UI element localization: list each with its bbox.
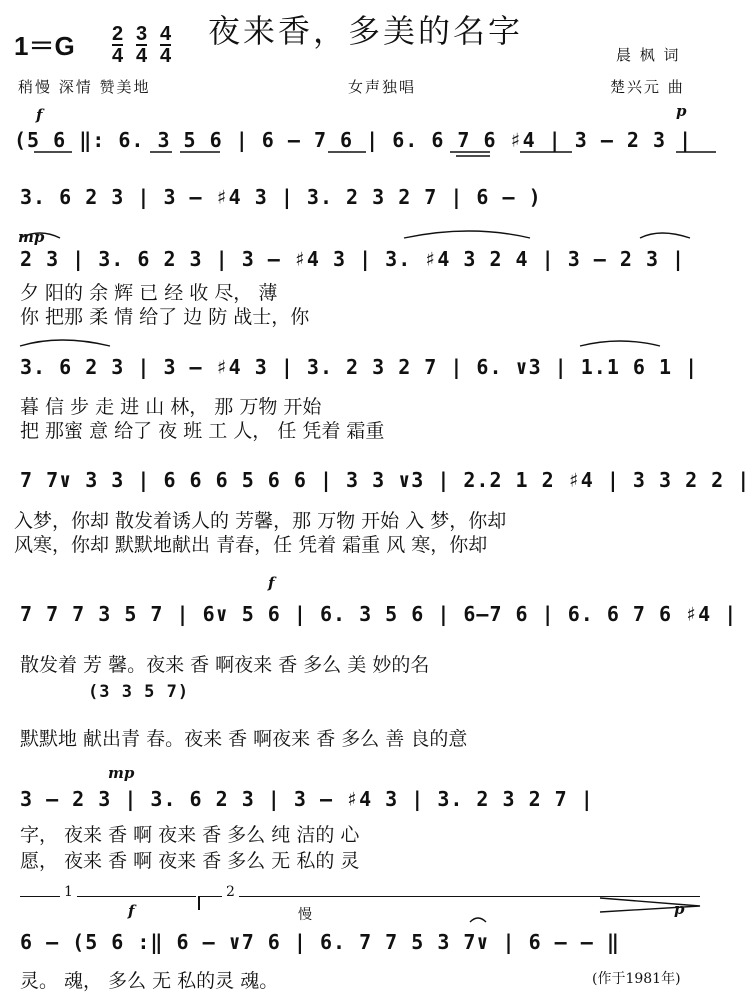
dynamic-mezzo-piano: mp xyxy=(108,764,135,782)
time-signature-3: 3 4 xyxy=(136,23,148,67)
dynamic-piano: p xyxy=(674,900,685,918)
lyric-verse-2: 默默地 献出青 春。夜来 香 啊夜来 香 多么 善 良的意 xyxy=(20,728,468,750)
lyric-verse-1: 字， 夜来 香 啊 夜来 香 多么 纯 洁的 心 xyxy=(20,824,360,846)
key-signature: 1＝G xyxy=(14,31,75,61)
lyric-verse-2: 风寒，你却 默默地献出 青春，任 凭着 霜重 风 寒，你却 xyxy=(14,534,488,556)
dynamic-forte: f xyxy=(268,574,275,592)
lyric-verse-1: 暮 信 步 走 进 山 林， 那 万物 开始 xyxy=(20,396,322,418)
notation-line: 7 7∨ 3 3 | 6 6 6 5 6 6 | 3 3 ∨3 | 2.2 1 2 ♯4 | 3 3 2 2 | xyxy=(20,468,750,492)
notation-line: (5 6 ‖: 6. 3 5 6 | 6 — 7 6 | 6. 6 7 6 ♯4 | 3 — 2 3 | xyxy=(14,128,693,152)
volta-number-2: 2 xyxy=(222,884,239,900)
lyric-verse-1: 散发着 芳 馨。夜来 香 啊夜来 香 多么 美 妙的名 xyxy=(20,654,430,676)
song-title: 夜来香，多美的名字 xyxy=(208,12,524,50)
notation-line: 3 — 2 3 | 3. 6 2 3 | 3 — ♯4 3 | 3. 2 3 2 7 | xyxy=(20,787,594,811)
alternate-notes: (3 3 5 7) xyxy=(88,682,190,702)
lyric-verse-1: 入梦，你却 散发着诱人的 芳馨，那 万物 开始 入 梦，你却 xyxy=(14,510,507,532)
time-signature-2: 2 4 xyxy=(112,23,124,67)
dynamic-forte: f xyxy=(36,106,43,124)
lyric-verse-1: 夕 阳的 余 辉 已 经 收 尽， 薄 xyxy=(20,282,278,304)
dynamic-piano: p xyxy=(676,102,687,120)
volta-number-1: 1 xyxy=(60,884,77,900)
notation-line: 3. 6 2 3 | 3 — ♯4 3 | 3. 2 3 2 7 | 6 — ) xyxy=(20,185,542,209)
lyric-verse-2: 把 那蜜 意 给了 夜 班 工 人， 任 凭着 霜重 xyxy=(20,420,385,442)
notation-line: 3. 6 2 3 | 3 — ♯4 3 | 3. 2 3 2 7 | 6. ∨3 | 1.1 6 1 | xyxy=(20,355,699,379)
lyric-final: 灵。 魂， 多么 无 私的灵 魂。 xyxy=(20,970,279,992)
tempo-marking: 稍慢 深情 赞美地 xyxy=(18,78,151,96)
notation-line: 6 — (5 6 :‖ 6 — ∨7 6 | 6. 7 7 5 3 7∨ | 6 — — ‖ xyxy=(20,930,620,954)
composition-date-note: (作于1981年) xyxy=(592,971,681,987)
dynamic-mezzo-piano: mp xyxy=(18,228,45,246)
dynamic-forte: f xyxy=(128,902,135,920)
lyric-verse-2: 你 把那 柔 情 给了 边 防 战士，你 xyxy=(20,306,310,328)
lyric-verse-2: 愿， 夜来 香 啊 夜来 香 多么 无 私的 灵 xyxy=(20,850,360,872)
time-signature-4: 4 4 xyxy=(160,23,172,67)
notation-line: 2 3 | 3. 6 2 3 | 3 — ♯4 3 | 3. ♯4 3 2 4 | 3 — 2 3 | xyxy=(20,247,686,271)
tempo-slow-marking: 慢 xyxy=(298,907,312,923)
composer-credit: 楚兴元 曲 xyxy=(610,78,685,96)
voice-marking: 女声独唱 xyxy=(348,78,417,96)
notation-line: 7 7 7 3 5 7 | 6∨ 5 6 | 6. 3 5 6 | 6—7 6 | 6. 6 7 6 ♯4 | xyxy=(20,602,738,626)
lyricist-credit: 晨 枫 词 xyxy=(616,46,681,64)
